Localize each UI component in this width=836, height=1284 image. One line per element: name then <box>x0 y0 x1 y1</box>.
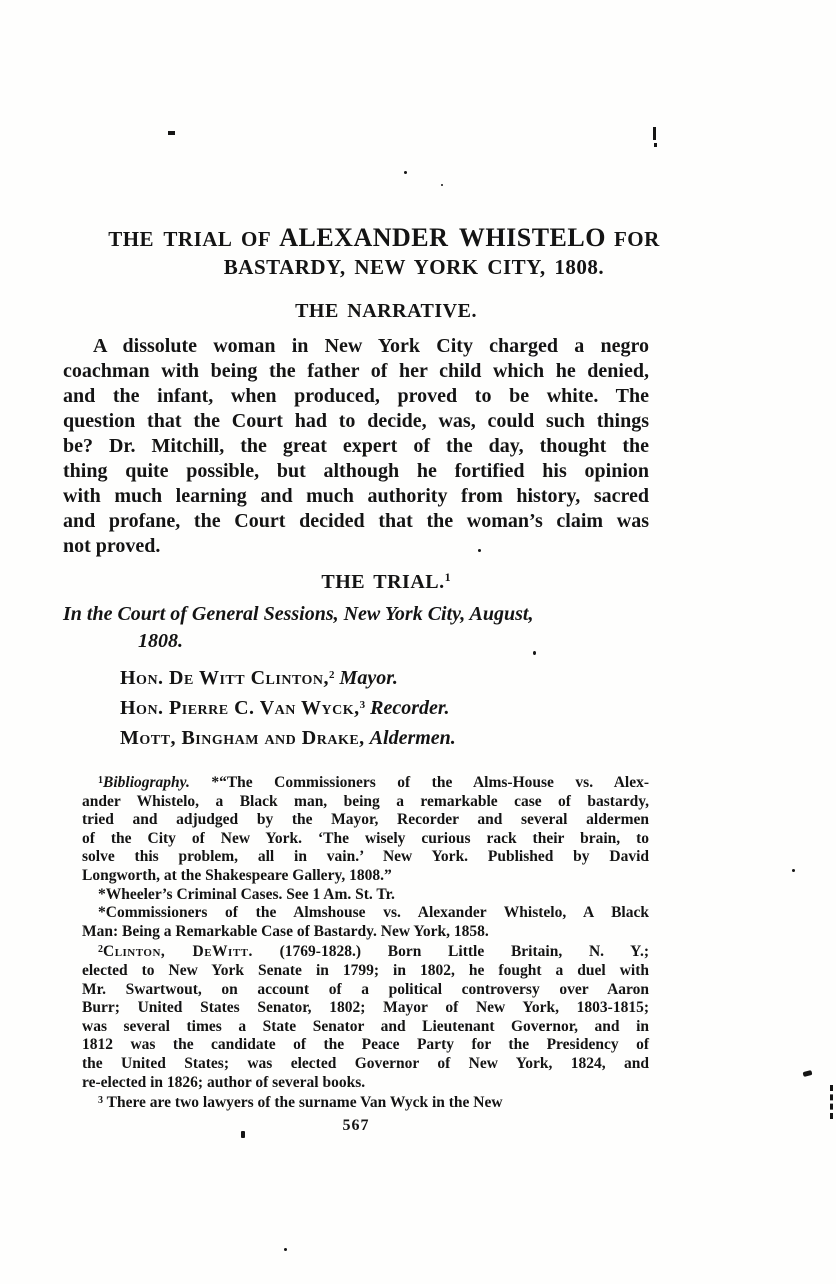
scan-artifact <box>404 171 407 174</box>
footnote-line: $^2$Clinton, DeWitt. (1769-1828.) Born Little Britain, N. Y.; <box>98 943 649 961</box>
footnotes-block <box>82 772 649 1113</box>
footnote-line: Man: Being a Remarkable Case of Bastardy. New York, 1858. <box>82 922 489 940</box>
footnote-line: Mr. Swartwout, on account of a political controversy over Aaron <box>82 980 649 998</box>
official-recorder: Hon. Pierre C. Van Wyck,$^3$ Recorder. <box>120 697 450 719</box>
footnote-3 <box>82 1092 649 1113</box>
text-column <box>63 0 660 1135</box>
footnote-wheeler <box>82 886 649 905</box>
narrative-line: question that the Court had to decide, was, could such things <box>63 410 649 432</box>
scan-artifact <box>654 143 657 147</box>
narrative-line: and profane, the Court decided that the woman’s claim was <box>63 510 649 532</box>
scan-artifact <box>830 1085 833 1119</box>
narrative-line: and the infant, when produced, proved to be white. The <box>63 385 649 407</box>
footnote-line: of the City of New York. ‘The wisely curious rack their brain, to <box>82 829 649 847</box>
scan-artifact <box>478 549 481 552</box>
title-line1: THE TRIAL OF ALEXANDER WHISTELO FOR <box>108 223 660 252</box>
page-number: 567 <box>342 1116 370 1134</box>
scan-artifact <box>241 1131 245 1138</box>
court-caption-line2: 1808. <box>138 630 183 652</box>
footnote-line: *Wheeler’s Criminal Cases. See 1 Am. St. Tr. <box>98 885 395 903</box>
scan-artifact <box>168 131 175 135</box>
footnote-line: re-elected in 1826; author of several books. <box>82 1073 366 1091</box>
footnote-line: Burr; United States Senator, 1802; Mayor of New York, 1803-1815; <box>82 999 649 1017</box>
scan-artifact <box>533 651 536 655</box>
narrative-heading: THE NARRATIVE. <box>295 300 477 322</box>
footnote-commissioners <box>82 904 649 941</box>
footnote-line: elected to New York Senate in 1799; in 1802, he fought a duel with <box>82 961 649 979</box>
document-title <box>91 221 677 281</box>
narrative-line: be? Dr. Mitchill, the great expert of the day, thought the <box>63 435 649 457</box>
footnote-line: 1812 was the candidate of the Peace Party for the Presidency of <box>82 1036 649 1054</box>
footnote-line: *Commissioners of the Almshouse vs. Alexander Whistelo, A Black <box>98 904 649 922</box>
narrative-line: with much learning and much authority from history, sacred <box>63 485 649 507</box>
scan-artifact <box>284 1248 287 1251</box>
footnote-line: ander Whistelo, a Black man, being a remarkable case of bastardy, <box>82 792 649 810</box>
officials-list <box>120 662 649 752</box>
footnote-ref-3: 3 <box>359 699 366 711</box>
scan-artifact <box>441 184 443 186</box>
court-caption-line1: In the Court of General Sessions, New York City, August, <box>63 603 534 625</box>
footnote-1 <box>82 772 649 886</box>
official-mayor: Hon. De Witt Clinton,$^2$ Mayor. <box>120 667 398 689</box>
footnote-line: $^3$ There are two lawyers of the surname Van Wyck in the New <box>98 1094 503 1112</box>
footnote-line: the United States; was elected Governor of New York, 1824, and <box>82 1054 649 1072</box>
narrative-line: thing quite possible, but although he fortified his opinion <box>63 460 649 482</box>
scan-artifact <box>653 127 656 140</box>
footnote-line: $^1$Bibliography. *“The Commissioners of the Alms-House vs. Alex- <box>98 774 650 791</box>
narrative-paragraph <box>63 334 649 559</box>
title-line2: BASTARDY, NEW YORK CITY, 1808. <box>223 255 605 279</box>
footnote-2 <box>82 941 649 1092</box>
narrative-line: coachman with being the father of her child which he denied, <box>63 360 649 382</box>
court-caption <box>63 601 649 655</box>
scan-artifact <box>792 869 795 872</box>
scan-artifact <box>803 1070 813 1077</box>
footnote-line: tried and adjudged by the Mayor, Recorder and several aldermen <box>82 811 649 829</box>
footnote-line: solve this problem, all in vain.’ New York. Published by David <box>82 848 649 866</box>
narrative-line: A dissolute woman in New York City charged a negro <box>93 335 649 357</box>
footnote-ref-2: 2 <box>329 669 335 681</box>
trial-heading: THE TRIAL.$^1$ <box>321 570 451 593</box>
footnote-line: was several times a State Senator and Lieutenant Governor, and in <box>82 1017 649 1035</box>
footnote-ref-1: 1 <box>444 570 451 584</box>
footnote-line: Longworth, at the Shakespeare Gallery, 1808.” <box>82 866 392 884</box>
narrative-line: not proved. <box>63 535 161 557</box>
official-aldermen: Mott, Bingham and Drake, Aldermen. <box>120 727 456 749</box>
